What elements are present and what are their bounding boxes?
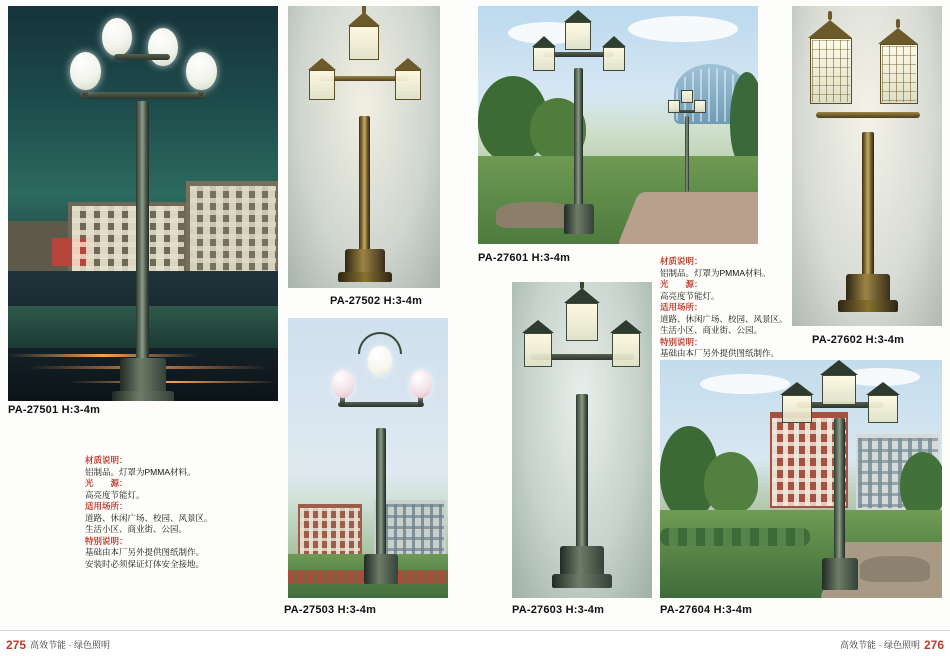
lantern-roof-right	[866, 382, 900, 395]
spec-block-right	[660, 256, 810, 371]
lantern-glazing-right	[882, 46, 916, 102]
product-photo-pa-27503	[288, 318, 448, 598]
lamp-base-plinth	[112, 391, 174, 401]
spec-line: 安装时必须保证灯体安全接地。	[85, 558, 205, 569]
lamp-cross-arm	[816, 112, 920, 118]
tree	[704, 452, 758, 514]
rockery	[860, 556, 930, 582]
spec-line: 高亮度节能灯。	[85, 489, 145, 500]
spec-block-left	[85, 455, 235, 570]
product-photo-pa-27604	[660, 360, 942, 598]
lantern-finial-left	[828, 11, 832, 20]
lantern-roof-center	[820, 360, 858, 375]
spec-heading-note: 特别说明：	[85, 535, 128, 546]
lamp-pole	[359, 116, 370, 264]
lamp-cross-arm	[338, 402, 424, 407]
product-photo-pa-27601	[478, 6, 758, 244]
lamp-globe-right	[410, 370, 432, 398]
lantern-roof-center	[564, 10, 592, 22]
lamp-globe-center-right	[148, 28, 178, 66]
lantern-body-left	[309, 70, 335, 100]
lamp-pole-distant	[685, 116, 689, 192]
lamp-base	[564, 204, 594, 234]
cloud	[700, 374, 790, 394]
lantern-distant-right	[694, 100, 706, 113]
spec-line: 道路、休闲广场、校园、风景区。	[85, 512, 213, 523]
product-photo-pa-27603	[512, 282, 652, 598]
spec-heading-source: 光 源：	[85, 478, 128, 488]
product-photo-pa-27501	[8, 6, 278, 401]
lamp-globe-left	[70, 52, 101, 90]
lantern-body-right	[868, 395, 898, 423]
lamp-pole	[834, 418, 845, 576]
spec-line: 基础由本厂另外提供图纸制作。	[85, 547, 205, 557]
lantern-body-right	[603, 47, 625, 71]
spec-heading-material: 材质说明：	[85, 455, 128, 465]
caption-pa-27604: PA-27604 H:3-4m	[660, 604, 753, 616]
light-streak	[68, 381, 278, 383]
product-photo-pa-27602	[792, 6, 942, 326]
lamp-pole	[576, 394, 588, 566]
lamp-base-plinth	[338, 272, 392, 282]
lantern-roof-right	[394, 58, 422, 70]
campus-building-2-windows	[376, 504, 444, 554]
lantern-roof-right	[602, 36, 626, 47]
caption-pa-27603: PA-27603 H:3-4m	[512, 604, 605, 616]
lamp-pole	[376, 428, 386, 570]
spec-line: 生活小区、商业街、公园。	[85, 524, 188, 534]
page-number-left: 275	[6, 638, 27, 652]
lamp-pole	[862, 132, 874, 292]
lantern-distant-left	[668, 100, 680, 113]
lamp-globe-right	[186, 52, 217, 90]
lantern-roof-center	[348, 12, 380, 26]
lantern-body-center	[565, 22, 591, 50]
spec-line: 生活小区、商业街、公园。	[660, 325, 763, 335]
caption-pa-27602: PA-27602 H:3-4m	[812, 334, 905, 346]
light-streak	[8, 354, 198, 357]
lantern-roof-left	[780, 382, 814, 395]
caption-pa-27502: PA-27502 H:3-4m	[330, 295, 423, 307]
footer-slogan-right: 高效节能 · 绿色照明	[840, 640, 920, 650]
lantern-distant-center	[681, 90, 693, 103]
spec-line: 道路、休闲广场、校园、风景区。	[660, 313, 788, 324]
lantern-roof-right	[878, 28, 918, 44]
lantern-finial-center	[362, 6, 366, 14]
tree	[900, 452, 942, 518]
spec-heading-source: 光 源：	[660, 279, 703, 289]
campus-building-windows	[300, 508, 360, 554]
lamp-globe-center-left	[102, 18, 132, 56]
lamp-pole	[574, 68, 583, 220]
page-footer	[0, 630, 950, 656]
shrub-row	[660, 528, 810, 546]
lantern-body-center	[822, 375, 856, 405]
spec-heading-note: 特别说明：	[660, 336, 703, 347]
spec-heading-material: 材质说明：	[660, 256, 703, 266]
lantern-roof-left	[532, 36, 556, 47]
lantern-roof-left	[808, 20, 852, 38]
lantern-body-right	[395, 70, 421, 100]
lantern-body-left	[782, 395, 812, 423]
lamp-pole	[136, 101, 149, 376]
caption-pa-27501: PA-27501 H:3-4m	[8, 404, 101, 416]
spec-line: 铝制品。灯罩为PMMA材料。	[660, 267, 771, 278]
lantern-body-right	[612, 333, 640, 367]
spec-line: 高亮度节能灯。	[660, 290, 720, 301]
lantern-roof-right	[610, 320, 642, 333]
spec-line: 铝制品。灯罩为PMMA材料。	[85, 466, 196, 477]
tree	[730, 72, 758, 168]
lamp-cross-arm	[80, 92, 206, 99]
rockery	[496, 202, 574, 228]
page-number-right: 276	[923, 638, 944, 652]
spec-line: 基础由本厂另外提供图纸制作。	[660, 348, 780, 358]
caption-pa-27503: PA-27503 H:3-4m	[284, 604, 377, 616]
lamp-base-plinth	[838, 300, 898, 312]
lantern-body-left	[533, 47, 555, 71]
lamp-base	[364, 554, 398, 584]
lamp-base	[822, 558, 858, 590]
product-photo-pa-27502	[288, 6, 440, 288]
cloud	[628, 16, 738, 42]
lantern-body-left	[524, 333, 552, 367]
footer-slogan-left: 高效节能 · 绿色照明	[30, 640, 110, 650]
lantern-body-center	[566, 303, 598, 341]
caption-pa-27601: PA-27601 H:3-4m	[478, 252, 571, 264]
lantern-roof-left	[522, 320, 554, 333]
lantern-finial-right	[896, 19, 900, 28]
spec-heading-application: 适用场所：	[660, 302, 703, 312]
lantern-finial-center	[580, 282, 584, 289]
lamp-base-plinth	[552, 574, 612, 588]
lantern-body-center	[349, 26, 379, 60]
paved-path	[617, 192, 758, 244]
lantern-roof-center	[564, 288, 600, 303]
lamp-globe-left	[332, 370, 354, 398]
lamp-arm-center	[114, 54, 170, 60]
lantern-roof-left	[308, 58, 336, 70]
lantern-glazing-left	[812, 40, 850, 102]
spec-heading-application: 适用场所：	[85, 501, 128, 511]
